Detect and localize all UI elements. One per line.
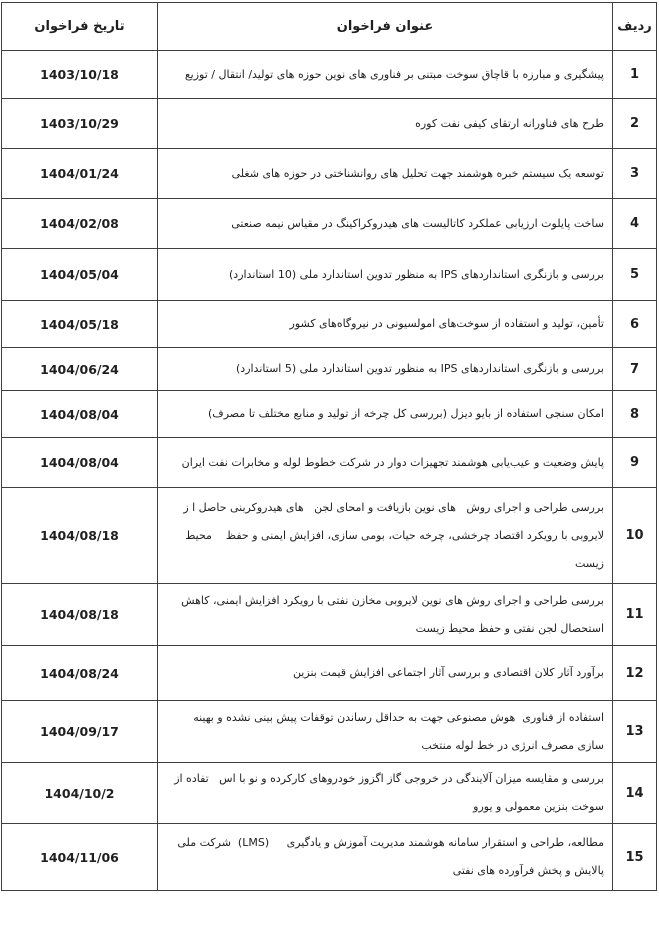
table-row (2, 301, 657, 348)
table-row (2, 149, 657, 199)
date-cell: 1404/01/24 (2, 149, 158, 199)
row-number-cell: 5 (613, 249, 657, 301)
table-row (2, 763, 657, 824)
date-cell: 1403/10/18 (2, 51, 158, 99)
title-cell: توسعه یک سیستم خبره هوشمند جهت تحلیل های روانشناختی در حوزه های شغلی (158, 149, 613, 199)
row-number-cell: 10 (613, 488, 657, 584)
title-cell: پیشگیری و مبارزه با قاچاق سوخت مبتنی بر فناوری های نوین حوزه های تولید/ انتقال / توزیع (158, 51, 613, 99)
row-number-cell: 9 (613, 438, 657, 488)
row-number-cell: 4 (613, 199, 657, 249)
table-row (2, 51, 657, 99)
table-row (2, 701, 657, 763)
table-row (2, 438, 657, 488)
date-cell: 1404/05/04 (2, 249, 158, 301)
table-row (2, 99, 657, 149)
calls-table (1, 2, 657, 891)
row-number-cell: 3 (613, 149, 657, 199)
title-cell: پایش وضعیت و عیب‌یابی هوشمند تجهیزات دوار در شرکت خطوط لوله و مخابرات نفت ایران (158, 438, 613, 488)
row-number-cell: 7 (613, 348, 657, 391)
title-cell: برآورد آثار کلان اقتصادی و بررسی آثار اجتماعی افزایش قیمت بنزین (158, 646, 613, 701)
row-number-cell: 6 (613, 301, 657, 348)
date-cell: 1404/10/2 (2, 763, 158, 824)
table-row (2, 348, 657, 391)
title-cell: تأمین، تولید و استفاده از سوخت‌های امولسیونی در نیروگاه‌های کشور (158, 301, 613, 348)
table-row (2, 646, 657, 701)
table-row (2, 488, 657, 584)
date-cell: 1404/08/18 (2, 488, 158, 584)
date-cell: 1404/11/06 (2, 824, 158, 891)
title-cell: مطالعه، طراحی و استقرار سامانه هوشمند مدیریت آموزش و یادگیری (LMS) شرکت ملی پالایش و پخش فرآورده های نفتی (158, 824, 613, 891)
table-row (2, 584, 657, 646)
row-number-cell: 14 (613, 763, 657, 824)
title-cell: بررسی طراحی و اجرای روش های نوین بازیافت و امحای لجن های هیدروکربنی حاصل ا ز لایروبی با رویکرد اقتصاد چرخشی، چرخه حیات، بومی سازی، افزایش ایمنی و حفظ محیط زیست (158, 488, 613, 584)
date-cell: 1404/06/24 (2, 348, 158, 391)
date-cell: 1404/09/17 (2, 701, 158, 763)
date-cell: 1403/10/29 (2, 99, 158, 149)
row-number-cell: 13 (613, 701, 657, 763)
header-title: عنوان فراخوان (158, 3, 613, 51)
header-row (2, 3, 657, 51)
title-cell: ساخت پایلوت ارزیابی عملکرد کاتالیست های هیدروکراکینگ در مقیاس نیمه صنعتی (158, 199, 613, 249)
row-number-cell: 15 (613, 824, 657, 891)
table-row (2, 249, 657, 301)
date-cell: 1404/08/04 (2, 391, 158, 438)
date-cell: 1404/08/18 (2, 584, 158, 646)
row-number-cell: 12 (613, 646, 657, 701)
date-cell: 1404/08/24 (2, 646, 158, 701)
row-number-cell: 11 (613, 584, 657, 646)
table-row (2, 824, 657, 891)
title-cell: بررسی و بازنگری استانداردهای IPS به منظور تدوین استاندارد ملی (5 استاندارد) (158, 348, 613, 391)
title-cell: بررسی طراحی و اجرای روش های نوین لایروبی مخازن نفتی با رویکرد افزایش ایمنی، کاهش استحصال لجن نفتی و حفظ محیط زیست (158, 584, 613, 646)
table-row (2, 391, 657, 438)
title-cell: استفاده از فناوری هوش مصنوعی جهت به حداقل رساندن توقفات پیش بینی نشده و بهینه سازی مصرف انرژی در خط لوله منتخب (158, 701, 613, 763)
title-cell: طرح های فناورانه ارتقای کیفی نفت کوره (158, 99, 613, 149)
title-cell: بررسی و بازنگری استانداردهای IPS به منظور تدوین استاندارد ملی (10 استاندارد) (158, 249, 613, 301)
date-cell: 1404/05/18 (2, 301, 158, 348)
row-number-cell: 1 (613, 51, 657, 99)
row-number-cell: 2 (613, 99, 657, 149)
date-cell: 1404/02/08 (2, 199, 158, 249)
date-cell: 1404/08/04 (2, 438, 158, 488)
row-number-cell: 8 (613, 391, 657, 438)
title-cell: امکان سنجی استفاده از بایو دیزل (بررسی کل چرخه از تولید و منابع مختلف تا مصرف) (158, 391, 613, 438)
table-row (2, 199, 657, 249)
header-date: تاریخ فراخوان (2, 3, 158, 51)
header-row-number: ردیف (613, 3, 657, 51)
title-cell: بررسی و مقایسه میزان آلایندگی در خروجی گاز اگزوز خودروهای کارکرده و نو با اس تفاده از سوخت بنزین معمولی و یورو (158, 763, 613, 824)
